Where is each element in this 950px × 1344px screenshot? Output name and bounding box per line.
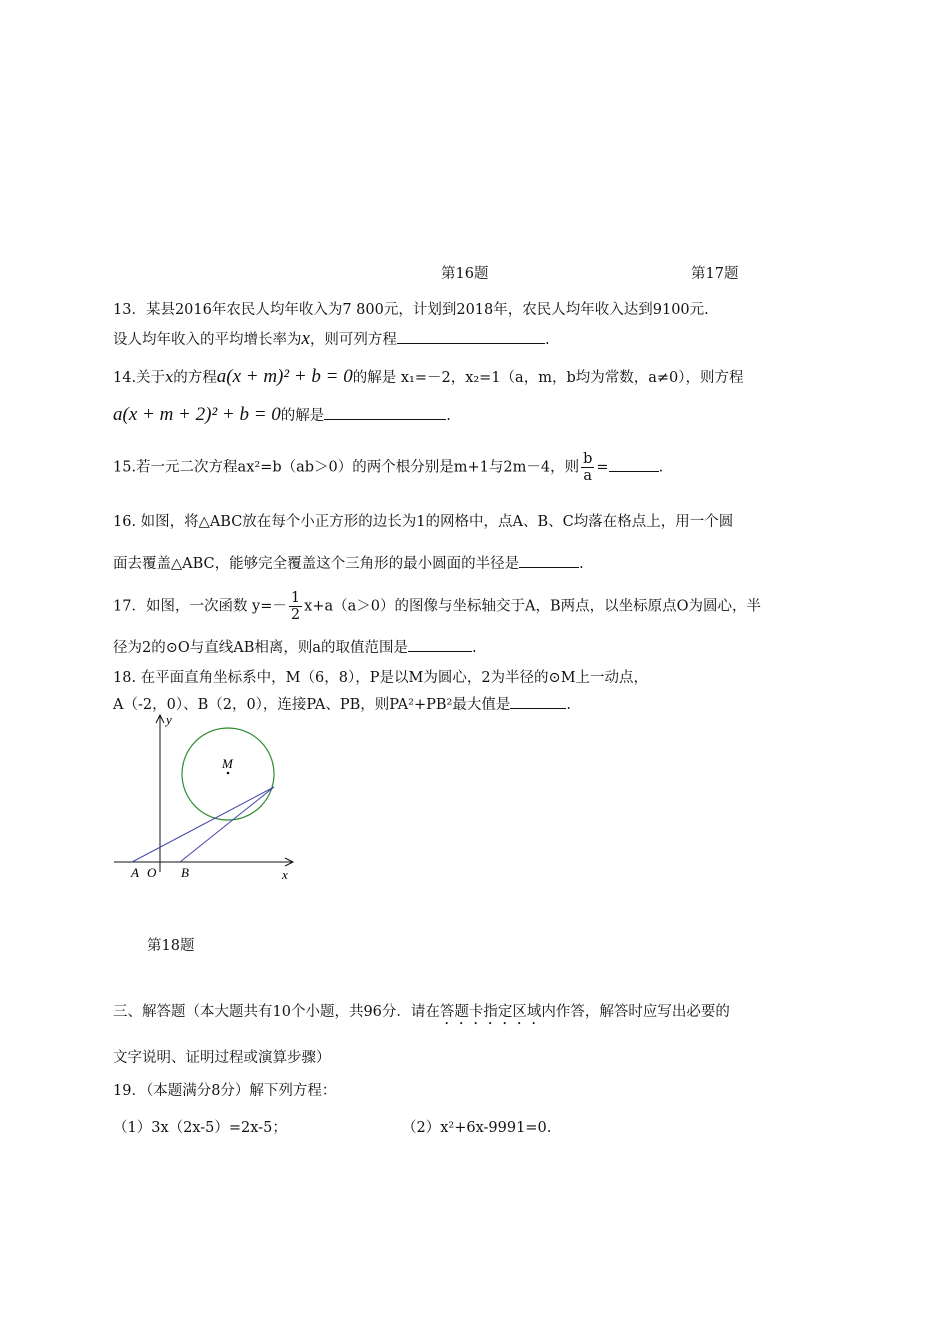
q14-answer-blank[interactable] (324, 406, 446, 420)
q13-end: . (544, 332, 550, 348)
q14-equation-1: a(x + m)² + b = 0 (216, 366, 353, 387)
q17-text: 径为2的⊙O与直线AB相离，则a的取值范围是 (113, 640, 409, 656)
q15-pre: 15.若一元二次方程ax²=b（ab＞0）的两个根分别是m+1与2m－4，则 (113, 459, 580, 476)
q15-end: . (658, 459, 664, 476)
q17-fraction (289, 590, 302, 623)
question-13-line1: 13．某县2016年农民人均年收入为7 800元，计划到2018年，农民人均年收入达到9100元. (113, 302, 709, 318)
q15-denominator: a (583, 468, 593, 484)
label-a: A (131, 865, 139, 880)
q14-post2: 的解是 (280, 408, 325, 424)
q15-fraction (581, 451, 594, 484)
question-18-line2 (113, 693, 571, 714)
question-19-part2: （2）x²+6x-9991=0. (402, 1120, 552, 1136)
q17-numerator: 1 (290, 590, 301, 606)
q16-end: . (579, 556, 584, 572)
label-x: x (282, 867, 288, 882)
label-b: B (181, 865, 189, 880)
q16-answer-blank[interactable] (519, 554, 579, 568)
section-3-pre: 三、解答题（本大题共有10个小题，共96分．请在 (113, 1004, 440, 1020)
q18-end: . (566, 697, 571, 713)
q13-text-pre: 设人均年收入的平均增长率为 (113, 332, 302, 348)
figure-18-diagram (108, 712, 308, 887)
question-13-line2 (113, 328, 550, 350)
question-18-line1: 18. 在平面直角坐标系中，M（6，8），P是以M为圆心，2为半径的⊙M上一动点， (113, 670, 649, 686)
q17-denominator: 2 (290, 607, 301, 623)
question-16-line1: 16. 如图，将△ABC放在每个小正方形的边长为1的网格中，点A、B、C均落在格点上，用一个圆 (113, 514, 734, 530)
section-3-line2: 文字说明、证明过程或演算步骤） (113, 1050, 331, 1066)
label-m: M (222, 756, 233, 771)
label-o: O (147, 865, 157, 880)
q13-variable: x (301, 328, 310, 349)
question-15 (113, 451, 663, 484)
q17-pre: 17．如图，一次函数 y=－ (113, 598, 287, 615)
section-3-post: 内作答，解答时应写出必要的 (541, 1004, 730, 1020)
question-16-line2 (113, 552, 584, 573)
q14-end: . (446, 408, 451, 424)
q15-answer-blank[interactable] (609, 458, 659, 472)
caption-fig17: 第17题 (691, 266, 739, 282)
segment-pa (132, 787, 274, 862)
caption-fig16: 第16题 (441, 266, 489, 282)
q17-post: x+a（a＞0）的图像与坐标轴交于A，B两点，以坐标原点O为圆心，半 (304, 598, 761, 615)
center-m-dot (227, 772, 230, 775)
q15-post: = (596, 459, 609, 476)
section-3-line1 (113, 1000, 730, 1028)
label-y: y (166, 712, 172, 727)
question-17-line1 (113, 590, 761, 623)
q14-mid: 的方程 (173, 370, 217, 386)
question-14-line2 (113, 404, 451, 426)
segment-pb (180, 787, 274, 862)
question-19-part1: （1）3x（2x-5）=2x-5； (113, 1120, 287, 1136)
q17-end: . (472, 640, 477, 656)
q14-var: x (165, 370, 174, 386)
question-17-line2 (113, 636, 477, 657)
question-19-title: 19．（本题满分8分）解下列方程： (113, 1083, 337, 1099)
q18-answer-blank[interactable] (510, 695, 566, 709)
q14-pre: 14.关于 (113, 370, 166, 386)
q18-text: A（-2，0）、B（2，0），连接PA、PB，则PA²+PB²最大值是 (113, 697, 511, 713)
q13-text-post: ，则可列方程 (309, 332, 397, 348)
question-14-line1 (113, 366, 744, 388)
caption-fig18: 第18题 (147, 938, 195, 954)
q17-answer-blank[interactable] (408, 638, 472, 652)
q15-numerator: b (583, 451, 593, 467)
q13-answer-blank[interactable] (397, 330, 545, 344)
q14-equation-2: a(x + m + 2)² + b = 0 (113, 404, 281, 425)
q14-post: 的解是 x₁=－2，x₂=1（a，m，b均为常数，a≠0），则方程 (352, 370, 744, 386)
section-3-emphasis: 答题卡指定区域 (439, 1004, 542, 1020)
q16-text: 面去覆盖△ABC，能够完全覆盖这个三角形的最小圆面的半径是 (113, 556, 520, 572)
